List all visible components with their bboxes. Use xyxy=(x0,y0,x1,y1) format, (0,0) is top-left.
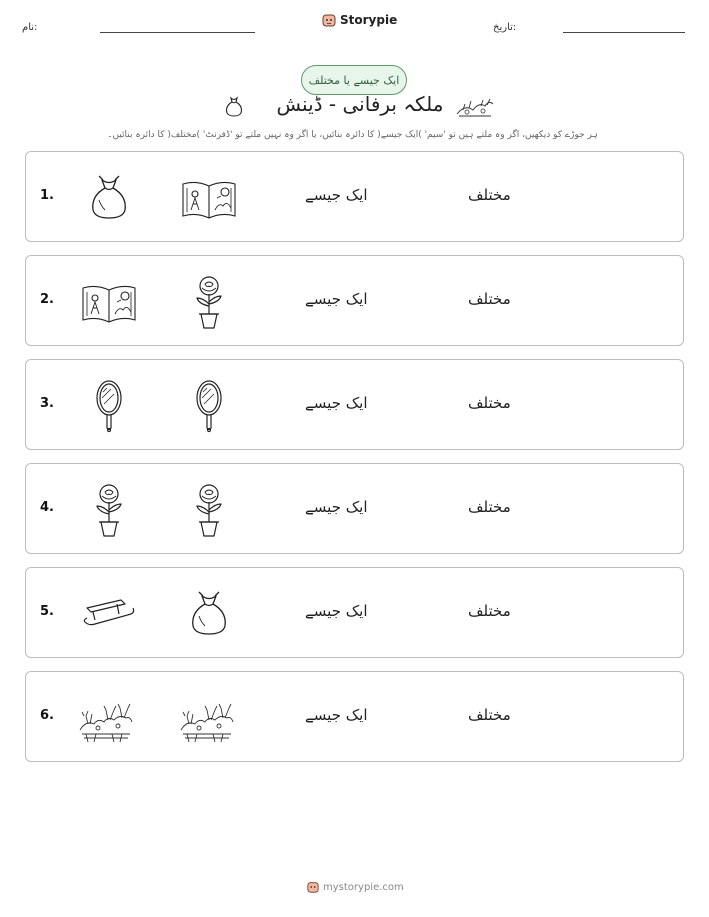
option-different[interactable]: مختلف xyxy=(468,602,511,620)
storypie-logo-icon xyxy=(307,881,319,893)
date-label: تاریخ: xyxy=(493,22,517,33)
book-icon xyxy=(181,170,237,226)
bag-icon xyxy=(81,170,137,226)
option-same[interactable]: ایک جیسے xyxy=(305,498,368,516)
rose-icon xyxy=(181,482,237,538)
option-same[interactable]: ایک جیسے xyxy=(305,290,368,308)
reindeer-icon xyxy=(78,690,134,746)
question-number: 5. xyxy=(40,604,54,619)
question-row-2 xyxy=(25,255,684,346)
option-same[interactable]: ایک جیسے xyxy=(305,602,368,620)
name-label: نام: xyxy=(22,22,38,33)
option-different[interactable]: مختلف xyxy=(468,498,511,516)
rose-icon xyxy=(181,274,237,330)
option-same[interactable]: ایک جیسے xyxy=(305,394,368,412)
footer xyxy=(307,881,404,893)
question-row-5 xyxy=(25,567,684,658)
page-title: ملکہ برفانی - ڈینش xyxy=(276,92,444,116)
sled-icon xyxy=(81,586,137,642)
reindeer-icon xyxy=(179,690,235,746)
mirror-icon xyxy=(181,378,237,434)
brand xyxy=(322,13,397,27)
option-different[interactable]: مختلف xyxy=(468,290,511,308)
rose-icon xyxy=(81,482,137,538)
option-different[interactable]: مختلف xyxy=(468,706,511,724)
option-different[interactable]: مختلف xyxy=(468,394,511,412)
option-same[interactable]: ایک جیسے xyxy=(305,706,368,724)
question-number: 6. xyxy=(40,708,54,723)
question-row-4 xyxy=(25,463,684,554)
question-number: 1. xyxy=(40,188,54,203)
brand-name: Storypie xyxy=(340,13,398,27)
storypie-logo-icon xyxy=(322,13,336,27)
question-number: 4. xyxy=(40,500,54,515)
question-number: 3. xyxy=(40,396,54,411)
bag-icon xyxy=(223,94,245,118)
question-row-3 xyxy=(25,359,684,450)
title-area xyxy=(215,92,500,126)
date-line[interactable] xyxy=(563,32,685,33)
option-different[interactable]: مختلف xyxy=(468,186,511,204)
reindeer-sleigh-icon xyxy=(455,96,495,118)
mirror-icon xyxy=(81,378,137,434)
question-row-1 xyxy=(25,151,684,242)
book-icon xyxy=(81,274,137,330)
bag-icon xyxy=(181,586,237,642)
instructions: ہر جوڑے کو دیکھیں، اگر وہ ملتے ہیں تو 'سیم' )ایک جیسے( کا دائرہ بنائیں، یا اگر وہ نہیں ملتے تو 'ڈفرنٹ' )مختلف( کا دائرہ بنائیں۔ xyxy=(107,130,598,140)
footer-url[interactable]: mystorypie.com xyxy=(323,881,404,893)
worksheet-type-badge: ایک جیسے یا مختلف xyxy=(301,65,407,95)
option-same[interactable]: ایک جیسے xyxy=(305,186,368,204)
question-number: 2. xyxy=(40,292,54,307)
question-row-6 xyxy=(25,671,684,762)
name-line[interactable] xyxy=(100,32,255,33)
